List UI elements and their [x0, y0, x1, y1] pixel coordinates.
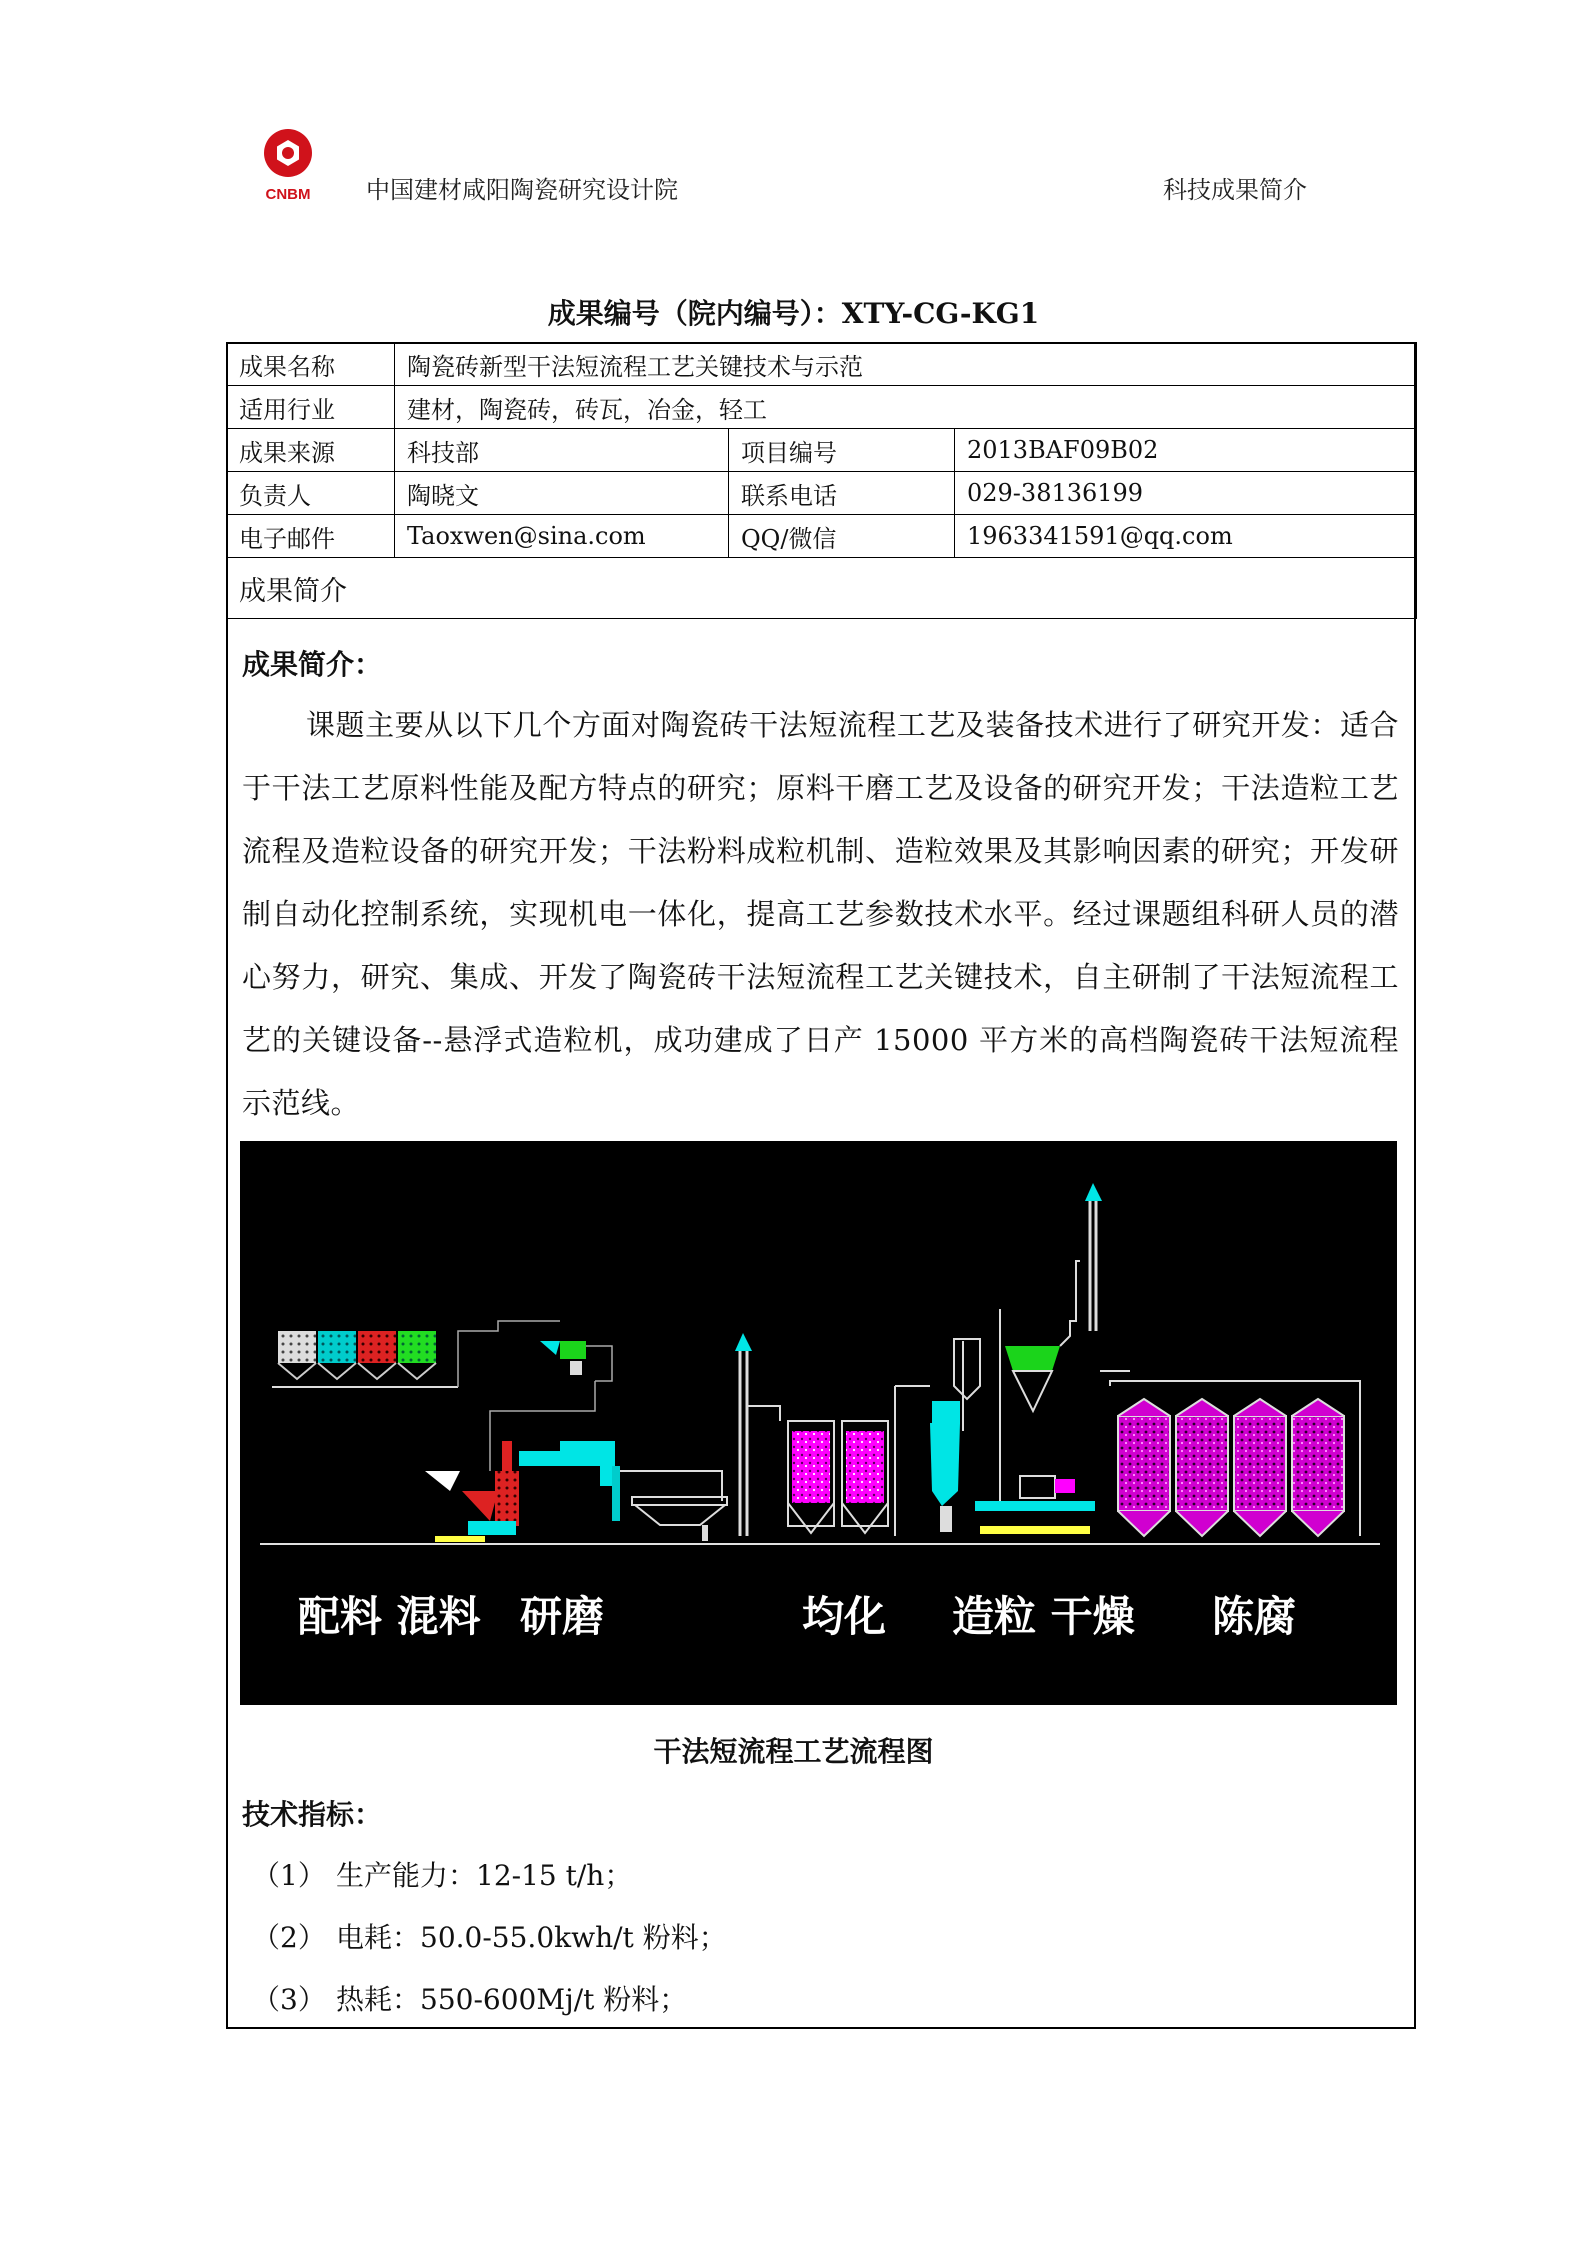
- phone-value: 029-38136199: [955, 472, 1417, 515]
- email-label: 电子邮件: [227, 515, 395, 558]
- person-label: 负责人: [227, 472, 395, 515]
- spec-item: [252, 1854, 632, 1894]
- specs-heading: 技术指标：: [242, 1798, 383, 1831]
- spec-item: [252, 1916, 727, 1956]
- spec-text: 电耗：50.0-55.0kwh/t 粉料；: [336, 1921, 727, 1954]
- spec-number: （3）: [252, 1983, 326, 2016]
- section-label: 成果简介: [227, 558, 1417, 619]
- diagram-caption: 干法短流程工艺流程图: [653, 1735, 934, 1768]
- table-row: [227, 472, 1417, 515]
- name-label: 成果名称: [227, 343, 395, 386]
- source-label: 成果来源: [227, 429, 395, 472]
- qq-label: QQ/微信: [729, 515, 955, 558]
- source-value: 科技部: [395, 429, 729, 472]
- intro-heading: 成果简介：: [242, 648, 383, 681]
- table-row: [227, 515, 1417, 558]
- institute-name: 中国建材咸阳陶瓷研究设计院: [366, 176, 678, 204]
- logo-text: CNBM: [265, 186, 311, 203]
- table-row: [227, 386, 1417, 429]
- spec-number: （1）: [252, 1859, 326, 1892]
- project-value: 2013BAF09B02: [955, 429, 1417, 472]
- project-label: 项目编号: [729, 429, 955, 472]
- table-row: [227, 343, 1417, 386]
- spec-number: （2）: [252, 1921, 326, 1954]
- stage-label-granulating: 造粒 干燥: [952, 1592, 1135, 1641]
- intro-body: 课题主要从以下几个方面对陶瓷砖干法短流程工艺及装备技术进行了研究开发：适合于干法工艺原料性能及配方特点的研究；原料干磨工艺及设备的研究开发；干法造粒工艺流程及造粒设备的研究开发；干法粉料成粒机制、造粒效果及其影响因素的研究；开发研制自动化控制系统，实现机电一体化，提高工艺参数技术水平。经过课题组科研人员的潜心努力，研究、集成、开发了陶瓷砖干法短流程工艺关键技术，自主研制了干法短流程工艺的关键设备--悬浮式造粒机，成功建成了日产 15000 平方米的高档陶瓷砖干法短流程示范线。: [242, 708, 1399, 1120]
- stage-label-homogenizing: 均化: [802, 1592, 887, 1641]
- document-id: 成果编号（院内编号）：XTY-CG-KG1: [547, 297, 1040, 330]
- industry-label: 适用行业: [227, 386, 395, 429]
- spec-item: [252, 1978, 687, 2018]
- stage-label-batching: 配料 混料: [298, 1592, 481, 1641]
- industry-value: 建材，陶瓷砖，砖瓦，冶金，轻工: [395, 386, 1417, 429]
- qq-value: 1963341591@qq.com: [955, 515, 1417, 558]
- spec-text: 热耗：550-600Mj/t 粉料；: [336, 1983, 688, 2016]
- table-row: [227, 558, 1417, 619]
- person-value: 陶晓文: [395, 472, 729, 515]
- cnbm-logo: [243, 123, 333, 205]
- spec-text: 生产能力：12-15 t/h；: [336, 1859, 633, 1892]
- process-flow-diagram: [240, 1141, 1397, 1705]
- document-type: 科技成果简介: [1163, 176, 1307, 204]
- phone-label: 联系电话: [729, 472, 955, 515]
- name-value: 陶瓷砖新型干法短流程工艺关键技术与示范: [395, 343, 1417, 386]
- table-row: [227, 429, 1417, 472]
- stage-label-grinding: 研磨: [520, 1592, 605, 1641]
- stage-label-aging: 陈腐: [1212, 1592, 1297, 1641]
- email-value: Taoxwen@sina.com: [395, 515, 729, 558]
- info-table: [226, 342, 1417, 619]
